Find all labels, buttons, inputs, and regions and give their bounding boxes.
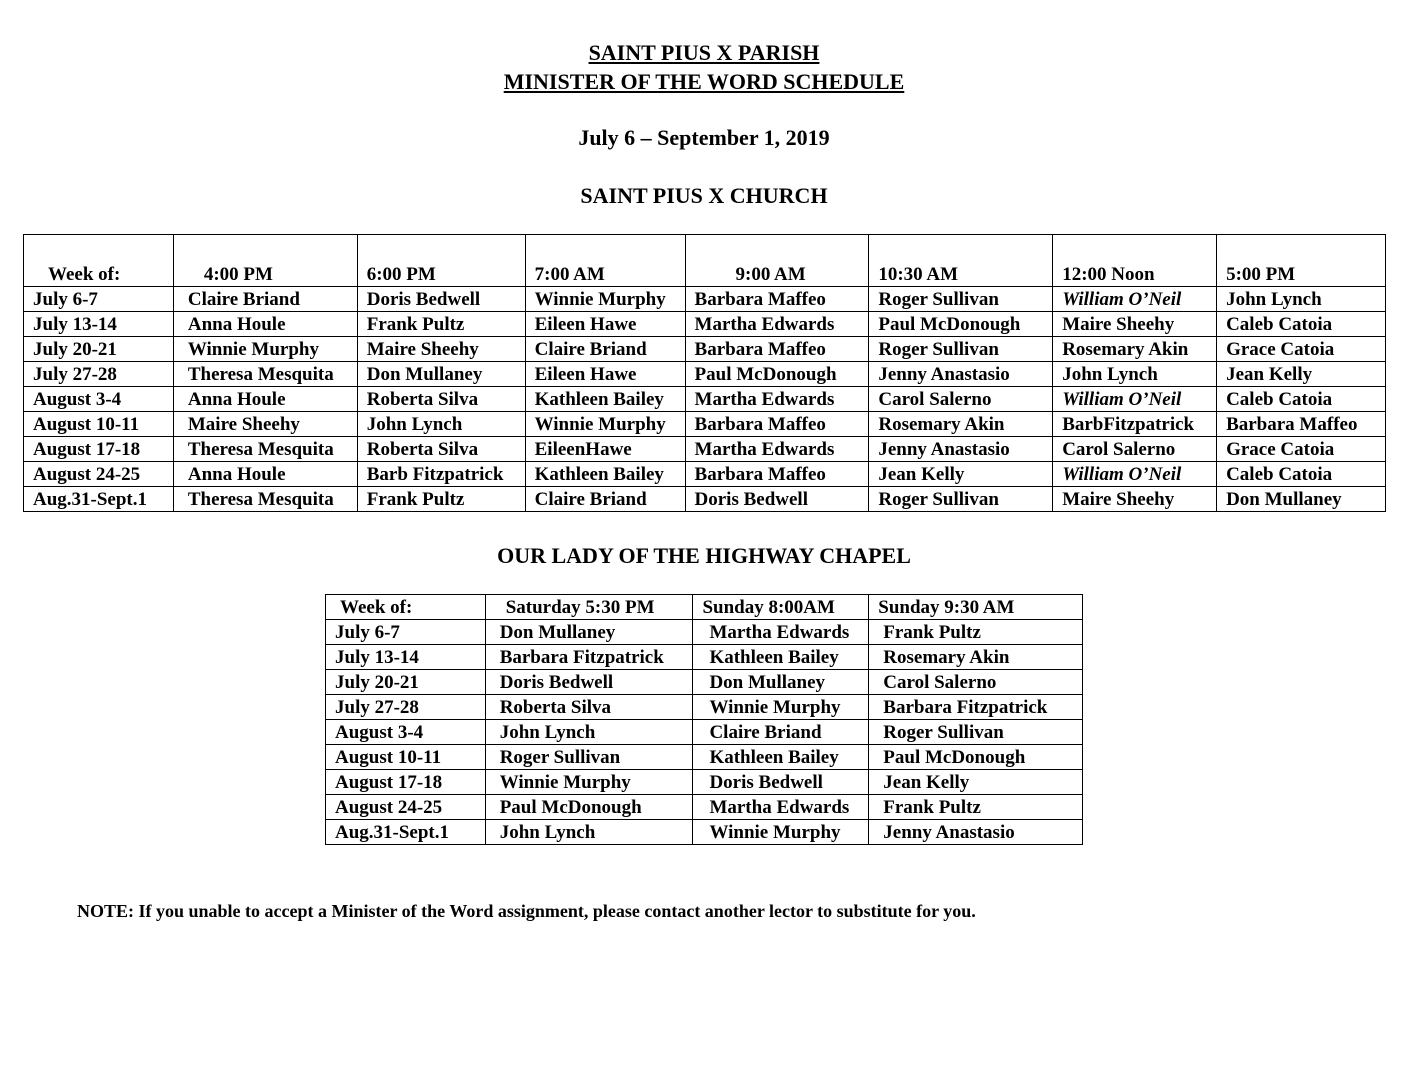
church-column-header: 7:00 AM xyxy=(525,235,685,287)
church-lector-cell: Claire Briand xyxy=(173,287,357,312)
church-table-row xyxy=(24,337,1386,362)
church-lector-cell: Barbara Maffeo xyxy=(685,412,869,437)
church-column-header: 12:00 Noon xyxy=(1053,235,1217,287)
chapel-lector-cell: Don Mullaney xyxy=(693,670,869,695)
church-lector-cell: Maire Sheehy xyxy=(357,337,525,362)
church-lector-cell: Paul McDonough xyxy=(685,362,869,387)
church-section-title: SAINT PIUS X CHURCH xyxy=(580,183,828,208)
church-week-cell: August 17-18 xyxy=(24,437,174,462)
chapel-week-cell: August 24-25 xyxy=(326,795,486,820)
church-schedule-table xyxy=(23,234,1386,512)
church-week-cell: July 20-21 xyxy=(24,337,174,362)
church-lector-cell: Don Mullaney xyxy=(357,362,525,387)
church-lector-cell: Caleb Catoia xyxy=(1217,312,1386,337)
chapel-week-cell: July 13-14 xyxy=(326,645,486,670)
church-lector-cell: Roger Sullivan xyxy=(869,337,1053,362)
church-lector-cell: Jenny Anastasio xyxy=(869,362,1053,387)
church-lector-cell: John Lynch xyxy=(1053,362,1217,387)
church-lector-cell: Kathleen Bailey xyxy=(525,387,685,412)
chapel-column-header: Week of: xyxy=(326,595,486,620)
church-lector-cell: Doris Bedwell xyxy=(685,487,869,512)
chapel-lector-cell: Kathleen Bailey xyxy=(693,645,869,670)
church-table-row xyxy=(24,287,1386,312)
church-lector-cell: Claire Briand xyxy=(525,337,685,362)
church-table-row xyxy=(24,462,1386,487)
church-lector-cell: Claire Briand xyxy=(525,487,685,512)
church-lector-cell: Roberta Silva xyxy=(357,437,525,462)
church-lector-cell: Martha Edwards xyxy=(685,312,869,337)
church-lector-cell: William O’Neil xyxy=(1053,387,1217,412)
church-column-header: 9:00 AM xyxy=(685,235,869,287)
church-lector-cell: Grace Catoia xyxy=(1217,337,1386,362)
chapel-lector-cell: Doris Bedwell xyxy=(485,670,693,695)
chapel-week-cell: July 20-21 xyxy=(326,670,486,695)
church-lector-cell: Theresa Mesquita xyxy=(173,362,357,387)
chapel-table-row xyxy=(326,645,1083,670)
church-lector-cell: Martha Edwards xyxy=(685,437,869,462)
church-lector-cell: Barbara Maffeo xyxy=(685,462,869,487)
church-lector-cell: Anna Houle xyxy=(173,312,357,337)
church-lector-cell: Maire Sheehy xyxy=(173,412,357,437)
chapel-column-header: Sunday 8:00AM xyxy=(693,595,869,620)
chapel-week-cell: July 6-7 xyxy=(326,620,486,645)
church-lector-cell: Roger Sullivan xyxy=(869,487,1053,512)
church-header-row xyxy=(24,235,1386,287)
chapel-header-row xyxy=(326,595,1083,620)
chapel-lector-cell: Barbara Fitzpatrick xyxy=(485,645,693,670)
chapel-lector-cell: Claire Briand xyxy=(693,720,869,745)
church-week-cell: August 3-4 xyxy=(24,387,174,412)
church-lector-cell: Jenny Anastasio xyxy=(869,437,1053,462)
church-table-row xyxy=(24,312,1386,337)
church-lector-cell: Rosemary Akin xyxy=(869,412,1053,437)
chapel-lector-cell: Don Mullaney xyxy=(485,620,693,645)
church-week-cell: August 10-11 xyxy=(24,412,174,437)
chapel-table-row xyxy=(326,720,1083,745)
church-lector-cell: Barbara Maffeo xyxy=(685,337,869,362)
church-lector-cell: Paul McDonough xyxy=(869,312,1053,337)
church-lector-cell: Rosemary Akin xyxy=(1053,337,1217,362)
church-column-header: Week of: xyxy=(24,235,174,287)
church-lector-cell: Kathleen Bailey xyxy=(525,462,685,487)
church-lector-cell: Barb Fitzpatrick xyxy=(357,462,525,487)
schedule-title: MINISTER OF THE WORD SCHEDULE xyxy=(503,69,905,94)
church-table-row xyxy=(24,412,1386,437)
chapel-lector-cell: Jenny Anastasio xyxy=(869,820,1083,845)
date-range: July 6 – September 1, 2019 xyxy=(578,125,830,150)
chapel-lector-cell: Barbara Fitzpatrick xyxy=(869,695,1083,720)
chapel-table-row xyxy=(326,820,1083,845)
church-column-header: 5:00 PM xyxy=(1217,235,1386,287)
chapel-lector-cell: Winnie Murphy xyxy=(485,770,693,795)
chapel-lector-cell: Martha Edwards xyxy=(693,795,869,820)
church-lector-cell: Anna Houle xyxy=(173,387,357,412)
chapel-lector-cell: Doris Bedwell xyxy=(693,770,869,795)
church-lector-cell: Winnie Murphy xyxy=(525,412,685,437)
chapel-week-cell: August 10-11 xyxy=(326,745,486,770)
chapel-table-row xyxy=(326,770,1083,795)
church-lector-cell: Carol Salerno xyxy=(1053,437,1217,462)
chapel-week-cell: August 17-18 xyxy=(326,770,486,795)
chapel-lector-cell: Martha Edwards xyxy=(693,620,869,645)
chapel-column-header: Sunday 9:30 AM xyxy=(869,595,1083,620)
church-lector-cell: Barbara Maffeo xyxy=(685,287,869,312)
church-week-cell: August 24-25 xyxy=(24,462,174,487)
church-week-cell: Aug.31-Sept.1 xyxy=(24,487,174,512)
chapel-table-row xyxy=(326,670,1083,695)
chapel-week-cell: August 3-4 xyxy=(326,720,486,745)
chapel-table-row xyxy=(326,620,1083,645)
church-lector-cell: Caleb Catoia xyxy=(1217,462,1386,487)
church-table-row xyxy=(24,437,1386,462)
chapel-lector-cell: Jean Kelly xyxy=(869,770,1083,795)
church-lector-cell: John Lynch xyxy=(357,412,525,437)
church-lector-cell: Jean Kelly xyxy=(1217,362,1386,387)
church-lector-cell: William O’Neil xyxy=(1053,462,1217,487)
church-lector-cell: Theresa Mesquita xyxy=(173,487,357,512)
church-lector-cell: Frank Pultz xyxy=(357,312,525,337)
church-table-row xyxy=(24,387,1386,412)
church-lector-cell: Eileen Hawe xyxy=(525,312,685,337)
church-table-row xyxy=(24,487,1386,512)
chapel-lector-cell: Frank Pultz xyxy=(869,620,1083,645)
chapel-week-cell: July 27-28 xyxy=(326,695,486,720)
chapel-table-row xyxy=(326,795,1083,820)
church-lector-cell: Winnie Murphy xyxy=(173,337,357,362)
church-week-cell: July 27-28 xyxy=(24,362,174,387)
church-lector-cell: Roger Sullivan xyxy=(869,287,1053,312)
church-lector-cell: Carol Salerno xyxy=(869,387,1053,412)
chapel-lector-cell: Winnie Murphy xyxy=(693,695,869,720)
chapel-lector-cell: John Lynch xyxy=(485,820,693,845)
church-lector-cell: Barbara Maffeo xyxy=(1217,412,1386,437)
church-lector-cell: Grace Catoia xyxy=(1217,437,1386,462)
chapel-lector-cell: Rosemary Akin xyxy=(869,645,1083,670)
church-lector-cell: Maire Sheehy xyxy=(1053,487,1217,512)
footer-note: NOTE: If you unable to accept a Minister of the Word assignment, please contact another lector to substitute for you. xyxy=(77,901,976,921)
church-lector-cell: William O’Neil xyxy=(1053,287,1217,312)
church-lector-cell: Theresa Mesquita xyxy=(173,437,357,462)
church-column-header: 4:00 PM xyxy=(173,235,357,287)
chapel-lector-cell: Kathleen Bailey xyxy=(693,745,869,770)
chapel-section-title: OUR LADY OF THE HIGHWAY CHAPEL xyxy=(497,543,911,568)
church-lector-cell: Don Mullaney xyxy=(1217,487,1386,512)
chapel-lector-cell: John Lynch xyxy=(485,720,693,745)
chapel-column-header: Saturday 5:30 PM xyxy=(485,595,693,620)
chapel-lector-cell: Paul McDonough xyxy=(869,745,1083,770)
chapel-lector-cell: Roger Sullivan xyxy=(869,720,1083,745)
chapel-lector-cell: Roberta Silva xyxy=(485,695,693,720)
church-week-cell: July 6-7 xyxy=(24,287,174,312)
chapel-week-cell: Aug.31-Sept.1 xyxy=(326,820,486,845)
church-week-cell: July 13-14 xyxy=(24,312,174,337)
chapel-lector-cell: Paul McDonough xyxy=(485,795,693,820)
church-lector-cell: Caleb Catoia xyxy=(1217,387,1386,412)
church-column-header: 6:00 PM xyxy=(357,235,525,287)
church-lector-cell: Doris Bedwell xyxy=(357,287,525,312)
chapel-schedule-table xyxy=(325,594,1083,845)
church-column-header: 10:30 AM xyxy=(869,235,1053,287)
church-lector-cell: Anna Houle xyxy=(173,462,357,487)
church-lector-cell: Jean Kelly xyxy=(869,462,1053,487)
church-lector-cell: Frank Pultz xyxy=(357,487,525,512)
chapel-table-row xyxy=(326,695,1083,720)
chapel-lector-cell: Winnie Murphy xyxy=(693,820,869,845)
chapel-lector-cell: Frank Pultz xyxy=(869,795,1083,820)
church-lector-cell: BarbFitzpatrick xyxy=(1053,412,1217,437)
church-lector-cell: EileenHawe xyxy=(525,437,685,462)
church-lector-cell: Roberta Silva xyxy=(357,387,525,412)
church-lector-cell: Maire Sheehy xyxy=(1053,312,1217,337)
church-lector-cell: Winnie Murphy xyxy=(525,287,685,312)
church-lector-cell: Martha Edwards xyxy=(685,387,869,412)
church-lector-cell: John Lynch xyxy=(1217,287,1386,312)
chapel-table-row xyxy=(326,745,1083,770)
parish-title: SAINT PIUS X PARISH xyxy=(588,40,820,65)
chapel-lector-cell: Carol Salerno xyxy=(869,670,1083,695)
church-table-row xyxy=(24,362,1386,387)
chapel-lector-cell: Roger Sullivan xyxy=(485,745,693,770)
church-lector-cell: Eileen Hawe xyxy=(525,362,685,387)
